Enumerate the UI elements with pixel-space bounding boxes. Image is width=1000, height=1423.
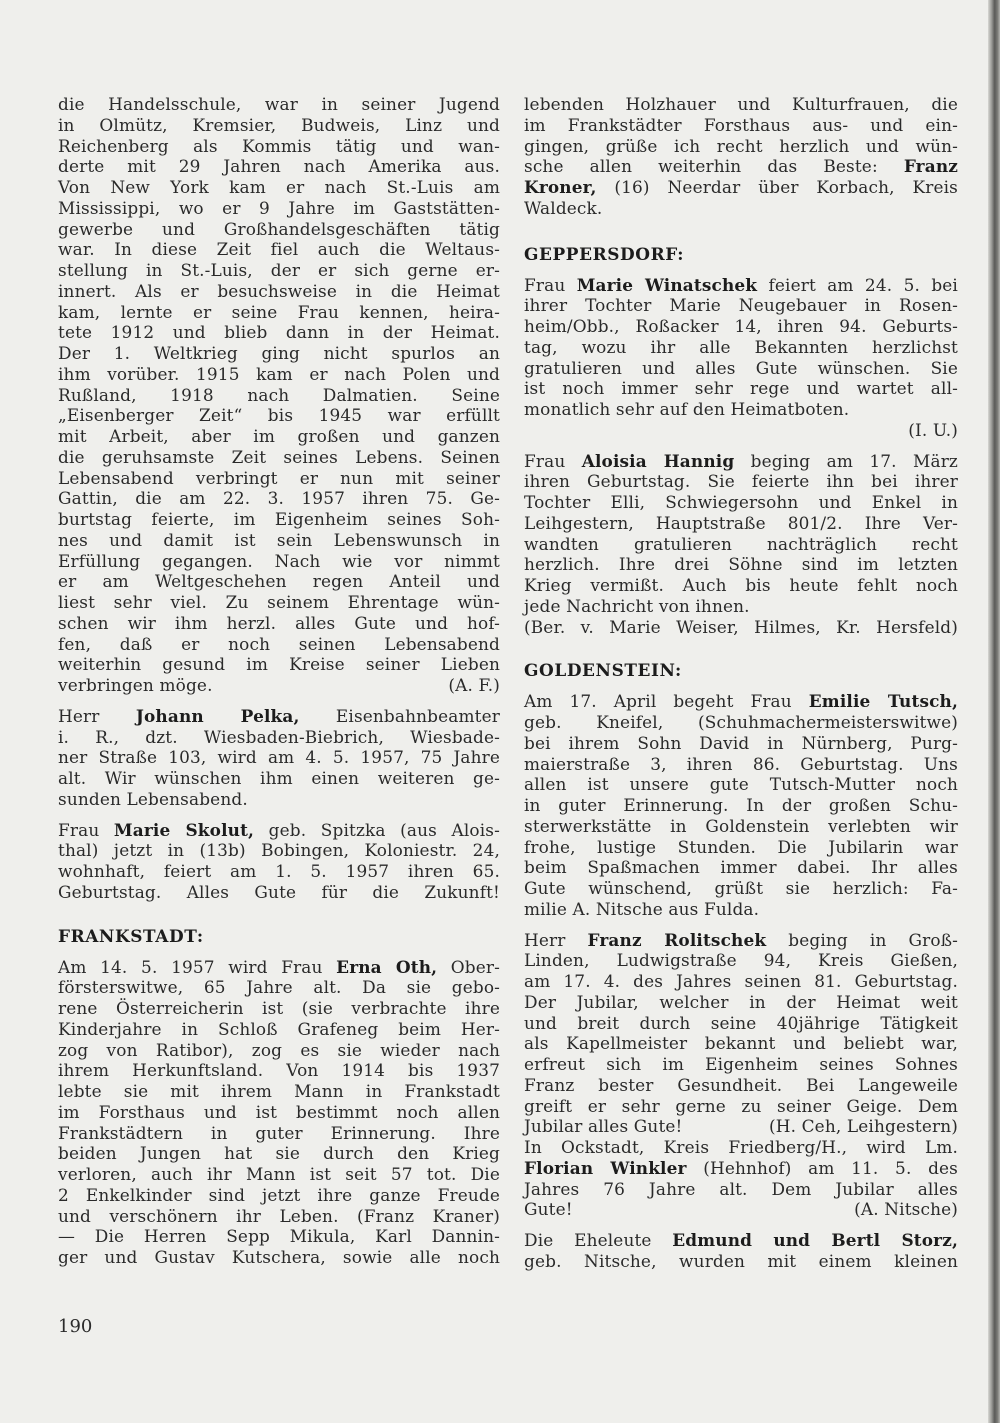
person-name: Erna Oth, — [336, 956, 438, 977]
paragraph-line: Die Eheleute Edmund und Bertl Storz, — [524, 1230, 959, 1250]
section-heading-geppersdorf: GEPPERSDORF: — [524, 243, 685, 264]
paragraph-line: Linden, Ludwigstraße 94, Kreis Gießen, — [524, 950, 958, 971]
person-name: Kroner, — [524, 177, 597, 197]
paragraph-line: beiden Jungen hat sie durch den Krieg — [58, 1143, 500, 1164]
paragraph-line: ihrer Tochter Marie Neugebauer in Rosen- — [524, 295, 958, 316]
paragraph-frankstadt-continued — [524, 94, 958, 219]
paragraph-line: Tochter Elli, Schwiegersohn und Enkel in — [524, 492, 958, 512]
paragraph-line: ihrem Herkunftsland. Von 1914 bis 1937 — [58, 1060, 500, 1081]
paragraph-line: Frau Aloisia Hannig beging am 17. März — [524, 450, 958, 471]
paragraph-line: Jahres 76 Jahre alt. Dem Jubilar alles — [524, 1178, 958, 1199]
paragraph-line: greift er sehr gerne zu seiner Geige. Dem — [524, 1095, 958, 1116]
paragraph-line: als Kapellmeister bekannt und beliebt war, — [524, 1033, 958, 1054]
paragraph-line: ist noch immer sehr rege und wartet all- — [524, 378, 958, 399]
paragraph-line: am 17. 4. des Jahres seinen 81. Geburtstag. — [524, 971, 958, 991]
paragraph-line: alt. Wir wünschen ihm einen weiteren ge- — [58, 768, 500, 788]
paragraph-line: Am 17. April begeht Frau Emilie Tutsch, — [524, 691, 958, 712]
paragraph-line: thal) jetzt in (13b) Bobingen, Koloniestr. 24, — [58, 840, 500, 861]
paragraph-line: die geruhsamste Zeit seines Lebens. Seinen — [58, 446, 500, 467]
paragraph-line: Kroner, (16) Neerdar über Korbach, Kreis — [524, 177, 958, 197]
author-signature: (Ber. v. Marie Weiser, Hilmes, Kr. Hersfeld) — [524, 616, 958, 637]
paragraph-line: — Die Herren Sepp Mikula, Karl Dannin- — [58, 1226, 500, 1247]
paragraph-line: derte mit 29 Jahren nach Amerika aus. — [58, 156, 500, 177]
paragraph-line: Waldeck. — [524, 197, 603, 218]
paragraph-line: weiterhin gesund im Kreise seiner Lieben — [58, 654, 500, 675]
paragraph-line: monatlich sehr auf den Heimatboten. — [524, 399, 850, 419]
paragraph-line: liest sehr viel. Zu seinem Ehrentage wün- — [58, 592, 500, 612]
paragraph-line: geb. Nitsche, wurden mit einem kleinen — [524, 1250, 958, 1271]
paragraph-line: Kinderjahre in Schloß Grafeneg beim Her- — [58, 1018, 500, 1039]
paragraph-line: sche allen weiterhin das Beste: Franz — [524, 156, 958, 177]
section-heading-frankstadt: FRANKSTADT: — [58, 925, 204, 946]
paragraph-line: stellung in St.-Luis, der er sich gerne er- — [58, 260, 500, 280]
person-name: Emilie Tutsch, — [808, 691, 958, 712]
paragraph-line: verloren, auch ihr Mann ist seit 57 tot. Die — [58, 1164, 500, 1184]
paragraph-line: ihm vorüber. 1915 kam er nach Polen und — [58, 363, 500, 384]
paragraph-handelsschule — [58, 94, 500, 675]
person-name: Franz — [903, 156, 958, 177]
paragraph-line: war. In diese Zeit fiel auch die Weltaus- — [58, 239, 500, 260]
paragraph-line: im Forsthaus und ist bestimmt noch allen — [58, 1101, 500, 1122]
paragraph-franz-rolitschek — [524, 930, 958, 1138]
paragraph-line: mit Arbeit, aber im großen und ganzen — [58, 426, 500, 446]
paragraph-johann-pelka — [58, 706, 500, 810]
paragraph-line: nes und damit ist sein Lebenswunsch in — [58, 529, 500, 550]
paragraph-line: Herr Johann Pelka, Eisenbahnbeamter — [58, 705, 500, 726]
page-binding-edge — [988, 0, 1000, 1423]
author-signature: (A. F.) — [448, 675, 500, 695]
paragraph-line: maierstraße 3, ihren 86. Geburtstag. Uns — [524, 753, 958, 774]
paragraph-line: 2 Enkelkinder sind jetzt ihre ganze Freude — [58, 1184, 500, 1205]
author-signature: (A. Nitsche) — [854, 1199, 958, 1220]
paragraph-line: Jubilar alles Gute! (H. Ceh, Leihgestern) — [524, 1116, 958, 1137]
paragraph-line: i. R., dzt. Wiesbaden-Biebrich, Wiesbade- — [58, 726, 500, 747]
paragraph-line: ihren Geburtstag. Sie feierte ihn bei ihrer — [524, 471, 958, 492]
paragraph-line: rene Österreicherin ist (sie verbrachte ihre — [58, 998, 500, 1018]
paragraph-line: ner Straße 103, wird am 4. 5. 1957, 75 Jahre — [58, 747, 500, 768]
paragraph-line: Frankstädtern in guter Erinnerung. Ihre — [58, 1122, 500, 1143]
paragraph-line: beim Spaßmachen immer dabei. Ihr alles — [524, 857, 958, 878]
paragraph-marie-winatschek — [524, 275, 958, 441]
paragraph-line: Lebensabend verbringt er nun mit seiner — [58, 467, 500, 488]
left-column — [58, 94, 500, 1268]
paragraph-line: allen ist unsere gute Tutsch-Mutter noch — [524, 774, 958, 795]
paragraph-line: milie A. Nitsche aus Fulda. — [524, 898, 760, 919]
person-name: Edmund und Bertl Storz, — [672, 1230, 959, 1250]
page-number: 190 — [58, 1316, 93, 1337]
section-heading-goldenstein: GOLDENSTEIN: — [524, 660, 682, 681]
person-name: Marie Winatschek — [576, 274, 758, 295]
paragraph-line: kam, lernte er seine Frau kennen, heira- — [58, 301, 500, 322]
paragraph-end-text: verbringen möge. — [58, 675, 213, 695]
paragraph-line: jede Nachricht von ihnen. — [524, 595, 750, 616]
paragraph-line: Geburtstag. Alles Gute für die Zukunft! — [58, 881, 500, 902]
paragraph-line: geb. Kneifel, (Schuhmachermeisterswitwe) — [524, 712, 958, 732]
paragraph-line: gewerbe und Großhandelsgeschäften tätig — [58, 218, 500, 239]
paragraph-line: Frau Marie Skolut, geb. Spitzka (aus Alois- — [58, 819, 500, 840]
paragraph-line: försterswitwe, 65 Jahre alt. Da sie gebo- — [58, 977, 500, 998]
paragraph-line: und verschönern ihr Leben. (Franz Kraner) — [58, 1205, 500, 1226]
paragraph-line: burtstag feierte, im Eigenheim seines Soh- — [58, 509, 500, 529]
paragraph-line: Franz bester Gesundheit. Bei Langeweile — [524, 1074, 958, 1095]
person-name: Franz Rolitschek — [587, 929, 767, 950]
paragraph-emilie-tutsch — [524, 691, 958, 919]
paragraph-erna-oth — [58, 957, 500, 1268]
paragraph-line: gratulieren und alles Gute wünschen. Sie — [524, 357, 958, 378]
paragraph-line: Florian Winkler (Hehnhof) am 11. 5. des — [524, 1157, 958, 1178]
paragraph-line: ger und Gustav Kutschera, sowie alle noch — [58, 1247, 500, 1267]
paragraph-line: bei ihrem Sohn David in Nürnberg, Purg- — [524, 732, 958, 753]
person-name: Marie Skolut, — [113, 819, 255, 840]
author-signature: (I. U.) — [908, 419, 958, 440]
paragraph-line: lebte sie mit ihrem Mann in Frankstadt — [58, 1081, 500, 1101]
paragraph-line: Der Jubilar, welcher in der Heimat weit — [524, 991, 958, 1012]
paragraph-line: tete 1912 und blieb dann in der Heimat. — [58, 322, 500, 343]
paragraph-line: Frau Marie Winatschek feiert am 24. 5. bei — [524, 274, 958, 295]
paragraph-line: Von New York kam er nach St.-Luis am — [58, 177, 500, 197]
paragraph-line: im Frankstädter Forsthaus aus- und ein- — [524, 114, 958, 135]
paragraph-line: Der 1. Weltkrieg ging nicht spurlos an — [58, 343, 500, 363]
paragraph-line: innert. Als er besuchsweise in die Heimat — [58, 280, 500, 301]
paragraph-line: In Ockstadt, Kreis Friedberg/H., wird Lm. — [524, 1137, 958, 1157]
paragraph-line: Herr Franz Rolitschek beging in Groß- — [524, 929, 958, 950]
paragraph-line: lebenden Holzhauer und Kulturfrauen, die — [524, 94, 958, 114]
paragraph-line: Reichenberg als Kommis tätig und wan- — [58, 135, 500, 156]
paragraph-line: Gute wünschend, grüßt sie herzlich: Fa- — [524, 878, 958, 898]
paragraph-line: die Handelsschule, war in seiner Jugend — [58, 94, 500, 114]
paragraph-line: zog von Ratibor), zog es sie wieder nach — [58, 1039, 500, 1060]
paragraph-line: „Eisenberger Zeit“ bis 1945 war erfüllt — [58, 405, 500, 426]
paragraph-line: Krieg vermißt. Auch bis heute fehlt noch — [524, 575, 958, 595]
paragraph-line: Erfüllung gegangen. Nach wie vor nimmt — [58, 550, 500, 571]
author-signature: (H. Ceh, Leihgestern) — [768, 1116, 958, 1137]
paragraph-aloisia-hannig — [524, 451, 958, 638]
paragraph-line: gingen, grüße ich recht herzlich und wün- — [524, 135, 958, 156]
paragraph-line: in Olmütz, Kremsier, Budweis, Linz und — [58, 114, 500, 135]
paragraph-storz — [524, 1230, 958, 1272]
paragraph-line: erfreut sich im Eigenheim seines Sohnes — [524, 1054, 958, 1074]
paragraph-line: tag, wozu ihr alle Bekannten herzlichst — [524, 336, 958, 357]
paragraph-line: er am Weltgeschehen regen Anteil und — [58, 571, 500, 592]
paragraph-line: Mississippi, wo er 9 Jahre im Gaststätten- — [58, 197, 500, 218]
person-name: Aloisia Hannig — [581, 450, 735, 471]
paragraph-florian-winkler — [524, 1137, 958, 1220]
paragraph-line: in guter Erinnerung. In der großen Schu- — [524, 795, 958, 815]
paragraph-line: Am 14. 5. 1957 wird Frau Erna Oth, Ober- — [58, 956, 500, 977]
paragraph-line: herzlich. Ihre drei Söhne sind im letzten — [524, 554, 958, 575]
paragraph-line: heim/Obb., Roßacker 14, ihren 94. Geburts- — [524, 316, 958, 336]
paragraph-line: wohnhaft, feiert am 1. 5. 1957 ihren 65. — [58, 861, 500, 881]
paragraph-line: fen, daß er noch seinen Lebensabend — [58, 633, 500, 654]
paragraph-line: und breit durch seine 40jährige Tätigkeit — [524, 1012, 958, 1033]
paragraph-line: Gattin, die am 22. 3. 1957 ihren 75. Ge- — [58, 488, 500, 509]
paragraph-line: Gute! (A. Nitsche) — [524, 1199, 958, 1220]
paragraph-line: Rußland, 1918 nach Dalmatien. Seine — [58, 384, 500, 405]
paragraph-line: Leihgestern, Hauptstraße 801/2. Ihre Ver- — [524, 512, 958, 533]
paragraph-line — [58, 675, 500, 696]
paragraph-marie-skolut — [58, 820, 500, 903]
person-name: Florian Winkler — [524, 1157, 687, 1178]
paragraph-line: sterwerkstätte in Goldenstein verlebten wir — [524, 815, 958, 836]
right-column — [524, 94, 958, 1272]
paragraph-line: frohe, lustige Stunden. Die Jubilarin war — [524, 836, 958, 857]
paragraph-line: sunden Lebensabend. — [58, 788, 248, 809]
paragraph-line: schen wir ihm herzl. alles Gute und hof- — [58, 612, 500, 633]
paragraph-line: wandten gratulieren nachträglich recht — [524, 533, 958, 554]
person-name: Johann Pelka, — [135, 705, 300, 726]
